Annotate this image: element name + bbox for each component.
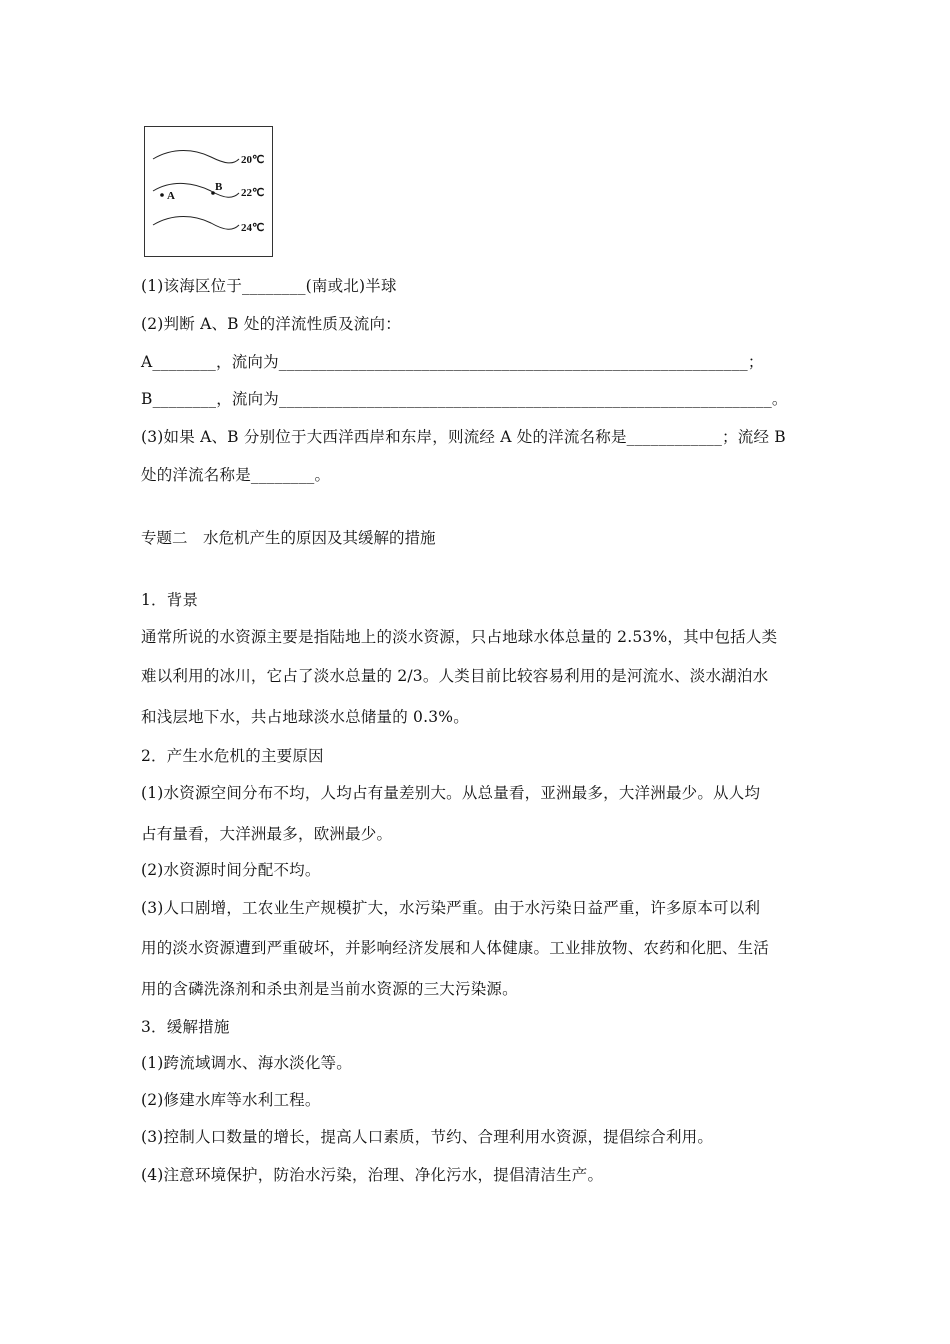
question-3-line-1: (3)如果 A、B 分别位于大西洋西岸和东岸，则流经 A 处的洋流名称是____________；流经 B bbox=[141, 428, 786, 446]
point-a-label: A bbox=[167, 190, 175, 202]
isotherm-diagram bbox=[145, 127, 274, 258]
isotherm-22 bbox=[153, 183, 239, 197]
section-2-p3-line-1: (3)人口剧增，工农业生产规模扩大，水污染严重。由于水污染日益严重，许多原本可以利 bbox=[141, 899, 761, 917]
question-2-a: A________，流向为___________________________________________________________； bbox=[141, 353, 764, 371]
question-2-b: B________，流向为______________________________________________________________。 bbox=[141, 390, 788, 408]
section-2-p3-line-3: 用的含磷洗涤剂和杀虫剂是当前水资源的三大污染源。 bbox=[141, 980, 518, 998]
question-2: (2)判断 A、B 处的洋流性质及流向： bbox=[141, 315, 401, 333]
section-3-p4: (4)注意环境保护，防治水污染，治理、净化污水，提倡清洁生产。 bbox=[141, 1166, 604, 1184]
isotherm-20 bbox=[153, 151, 239, 163]
section-2-p2: (2)水资源时间分配不均。 bbox=[141, 861, 321, 879]
section-1-title: 1．背景 bbox=[141, 591, 199, 609]
question-1: (1)该海区位于________(南或北)半球 bbox=[141, 277, 397, 295]
topic-title: 专题二 水危机产生的原因及其缓解的措施 bbox=[141, 529, 436, 547]
section-1-line-3: 和浅层地下水，共占地球淡水总储量的 0.3%。 bbox=[141, 708, 469, 726]
isotherm-24 bbox=[153, 217, 239, 230]
section-2-title: 2．产生水危机的主要原因 bbox=[141, 747, 324, 765]
isotherm-label-22: 22℃ bbox=[241, 187, 265, 199]
section-2-p1-line-1: (1)水资源空间分布不均，人均占有量差别大。从总量看，亚洲最多，大洋洲最少。从人均 bbox=[141, 784, 761, 802]
isotherm-label-24: 24℃ bbox=[241, 222, 265, 234]
point-a-dot bbox=[160, 193, 164, 197]
section-2-p1-line-2: 占有量看，大洋洲最多，欧洲最少。 bbox=[141, 825, 393, 843]
isotherm-figure bbox=[144, 126, 273, 257]
question-3-line-2: 处的洋流名称是________。 bbox=[141, 466, 331, 484]
section-3-title: 3．缓解措施 bbox=[141, 1018, 230, 1036]
section-3-p3: (3)控制人口数量的增长，提高人口素质，节约、合理利用水资源，提倡综合利用。 bbox=[141, 1128, 714, 1146]
section-1-line-2: 难以利用的冰川，它占了淡水总量的 2/3。人类目前比较容易利用的是河流水、淡水湖泊水 bbox=[141, 667, 769, 685]
point-b-label: B bbox=[215, 181, 223, 193]
isotherm-label-20: 20℃ bbox=[241, 154, 265, 166]
section-1-line-1: 通常所说的水资源主要是指陆地上的淡水资源，只占地球水体总量的 2.53%，其中包括人类 bbox=[141, 628, 778, 646]
section-3-p2: (2)修建水库等水利工程。 bbox=[141, 1091, 321, 1109]
section-2-p3-line-2: 用的淡水资源遭到严重破坏，并影响经济发展和人体健康。工业排放物、农药和化肥、生活 bbox=[141, 939, 770, 957]
section-3-p1: (1)跨流域调水、海水淡化等。 bbox=[141, 1054, 352, 1072]
